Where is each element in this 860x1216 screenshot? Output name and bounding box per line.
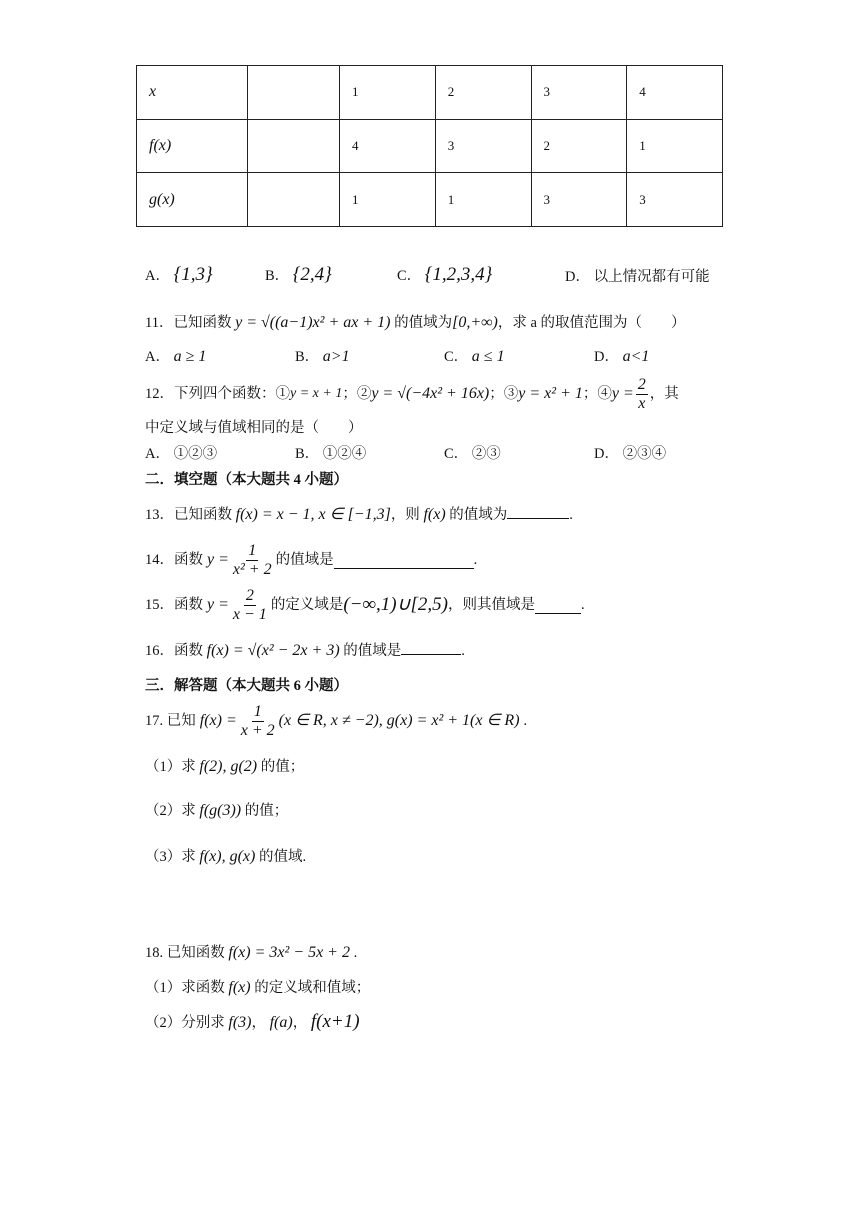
option-key: C．	[444, 446, 469, 462]
punctuation: .	[461, 643, 465, 659]
question-text: 的值域是	[343, 643, 402, 659]
punctuation: ，	[251, 1015, 266, 1031]
question-text: ，则	[390, 507, 420, 523]
option-value: ①②④	[322, 446, 367, 462]
question-text: ，其	[649, 386, 679, 402]
punctuation: ，	[292, 1015, 308, 1031]
q17-part-1	[145, 757, 304, 777]
punctuation: .	[569, 507, 573, 523]
formula: f(x+1)	[310, 1011, 360, 1032]
q13	[145, 505, 573, 525]
q10-option-c	[397, 265, 492, 286]
question-text: 的值域是	[275, 552, 334, 568]
formula: y =	[207, 596, 229, 613]
formula: f(g(3))	[199, 802, 242, 819]
q17-stem	[145, 700, 527, 742]
numerator: 1	[248, 541, 257, 559]
question-text: 16．函数	[145, 643, 203, 659]
formula: y = x + 1	[290, 386, 343, 401]
q10-option-d	[565, 267, 710, 287]
answer-blank[interactable]	[401, 654, 461, 655]
formula: f(x) = √(x² − 2x + 3)	[206, 642, 340, 659]
formula: f(x), g(x)	[199, 848, 256, 865]
option-key: B．	[265, 268, 290, 284]
option-key: A．	[145, 349, 170, 365]
numerator: 2	[245, 586, 254, 604]
option-key: D．	[594, 446, 619, 462]
table-cell: 1	[340, 173, 436, 227]
option-value: a ≤ 1	[471, 348, 505, 365]
option-key: C．	[397, 268, 422, 284]
question-text: （1）求函数	[145, 980, 225, 996]
option-key: D．	[565, 269, 590, 285]
q12-option-a	[145, 444, 217, 464]
question-text: 14．函数	[145, 552, 203, 568]
formula: f(3)	[228, 1014, 252, 1031]
q10-option-b	[265, 265, 332, 286]
formula: y =	[207, 551, 229, 568]
table-cell: 1	[435, 173, 531, 227]
question-text: （3）求	[145, 849, 196, 865]
formula: y =	[611, 385, 634, 402]
punctuation: .	[580, 597, 585, 613]
option-value: a ≥ 1	[173, 348, 207, 365]
question-text: （2）分别求	[145, 1015, 225, 1031]
answer-blank[interactable]	[507, 518, 569, 519]
formula: f(a)	[269, 1014, 293, 1031]
option-value: {2,4}	[292, 264, 332, 285]
question-text: （2）求	[145, 803, 196, 819]
formula: f(2), g(2)	[199, 758, 258, 775]
option-value: a<1	[622, 348, 650, 365]
table-cell: 3	[531, 173, 627, 227]
question-text: （1）求	[145, 759, 196, 775]
fraction	[231, 542, 274, 579]
option-key: A．	[145, 268, 170, 284]
denominator: x + 2	[240, 721, 275, 739]
fraction	[239, 703, 277, 740]
question-text: ，求 a 的取值范围为（ ）	[497, 315, 686, 331]
q11-stem	[145, 313, 686, 333]
table-cell: 4	[340, 119, 436, 173]
fraction	[636, 376, 648, 413]
question-text: 17. 已知	[145, 713, 196, 729]
question-text: 的值域为	[394, 315, 453, 331]
punctuation: .	[473, 552, 478, 568]
option-value: ②③④	[622, 446, 667, 462]
q15	[145, 585, 585, 625]
option-value: a>1	[322, 348, 350, 365]
formula: f(x) = 3x² − 5x + 2	[228, 944, 350, 961]
formula: f(x)	[228, 979, 251, 996]
formula: y = x² + 1	[518, 385, 583, 402]
numerator: 1	[253, 702, 262, 720]
table-cell: 2	[531, 119, 627, 173]
question-text: 的值域.	[258, 849, 307, 865]
option-value: 以上情况都有可能	[593, 269, 710, 285]
formula: [0,+∞)	[452, 314, 498, 331]
formula: f(x) = x − 1, x ∈ [−1,3]	[235, 506, 391, 523]
formula: y = √(−4x² + 16x)	[371, 385, 490, 402]
q12-option-b	[295, 444, 366, 464]
option-value: ②③	[471, 446, 501, 462]
table-cell	[248, 66, 340, 120]
formula: y = √((a−1)x² + ax + 1)	[235, 314, 391, 331]
section-heading: 三．解答题（本大题共 6 小题）	[145, 678, 348, 694]
question-text: 的值域为	[449, 507, 508, 523]
punctuation: .	[353, 945, 358, 961]
table-row	[137, 173, 723, 227]
question-text: 的值；	[244, 803, 289, 819]
question-text: ；③	[489, 386, 519, 402]
option-value: {1,3}	[173, 264, 213, 285]
option-key: A．	[145, 446, 170, 462]
table-cell	[248, 119, 340, 173]
section-heading: 二．填空题（本大题共 4 小题）	[145, 472, 348, 488]
q12-option-d	[594, 444, 666, 464]
question-text: 13．已知函数	[145, 507, 232, 523]
formula: f(x) =	[199, 712, 237, 729]
question-text: 11．已知函数	[145, 315, 232, 331]
question-text: ，则其值域是	[447, 597, 535, 613]
denominator: x − 1	[232, 605, 267, 623]
q17-part-3	[145, 847, 306, 867]
q11-option-c	[444, 347, 505, 367]
table-cell	[248, 173, 340, 227]
row-label: x	[137, 66, 248, 120]
table-cell: 1	[340, 66, 436, 120]
option-key: B．	[295, 446, 320, 462]
row-label: f(x)	[137, 119, 248, 173]
formula: (x ∈ R, x ≠ −2), g(x) = x² + 1(x ∈ R)	[278, 712, 520, 729]
punctuation: .	[523, 713, 528, 729]
table-cell: 1	[627, 119, 723, 173]
table-cell: 3	[435, 119, 531, 173]
option-key: D．	[594, 349, 619, 365]
q14	[145, 540, 477, 580]
answer-blank[interactable]	[334, 552, 474, 569]
q12-option-c	[444, 444, 501, 464]
table-cell: 3	[627, 173, 723, 227]
option-key: C．	[444, 349, 469, 365]
table-row	[137, 66, 723, 120]
denominator: x	[638, 394, 646, 412]
q12-stem-line2: 中定义域与值域相同的是（ ）	[145, 420, 363, 436]
q12-stem	[145, 374, 679, 414]
table-cell: 3	[531, 66, 627, 120]
numerator: 2	[637, 375, 646, 393]
question-text: 12．下列四个函数：①	[145, 386, 290, 402]
question-text: 的定义域和值域；	[254, 980, 371, 996]
question-text: 18. 已知函数	[145, 945, 225, 961]
q18-part-1	[145, 978, 370, 998]
q11-option-b	[295, 347, 350, 367]
q11-option-d	[594, 347, 649, 367]
q18-part-2	[145, 1012, 360, 1033]
q18-stem	[145, 943, 357, 963]
option-value: {1,2,3,4}	[424, 264, 493, 285]
value-table	[136, 65, 723, 227]
option-key: B．	[295, 349, 320, 365]
table-cell: 4	[627, 66, 723, 120]
formula: f(x)	[423, 506, 446, 523]
answer-blank[interactable]	[535, 597, 581, 614]
formula: (−∞,1)∪[2,5)	[343, 594, 448, 615]
question-text: ；②	[342, 386, 372, 402]
question-text: 15．函数	[145, 597, 203, 613]
q11-option-a	[145, 347, 206, 367]
denominator: x² + 2	[232, 560, 272, 578]
option-value: ①②③	[173, 446, 218, 462]
question-text: 的定义域是	[270, 597, 344, 613]
row-label: g(x)	[137, 173, 248, 227]
q16	[145, 641, 465, 661]
table-cell: 2	[435, 66, 531, 120]
q17-part-2	[145, 801, 288, 821]
q10-option-a	[145, 265, 213, 286]
question-text: ；④	[582, 386, 612, 402]
question-text: 的值；	[260, 759, 305, 775]
fraction	[231, 587, 269, 624]
table-row	[137, 119, 723, 173]
